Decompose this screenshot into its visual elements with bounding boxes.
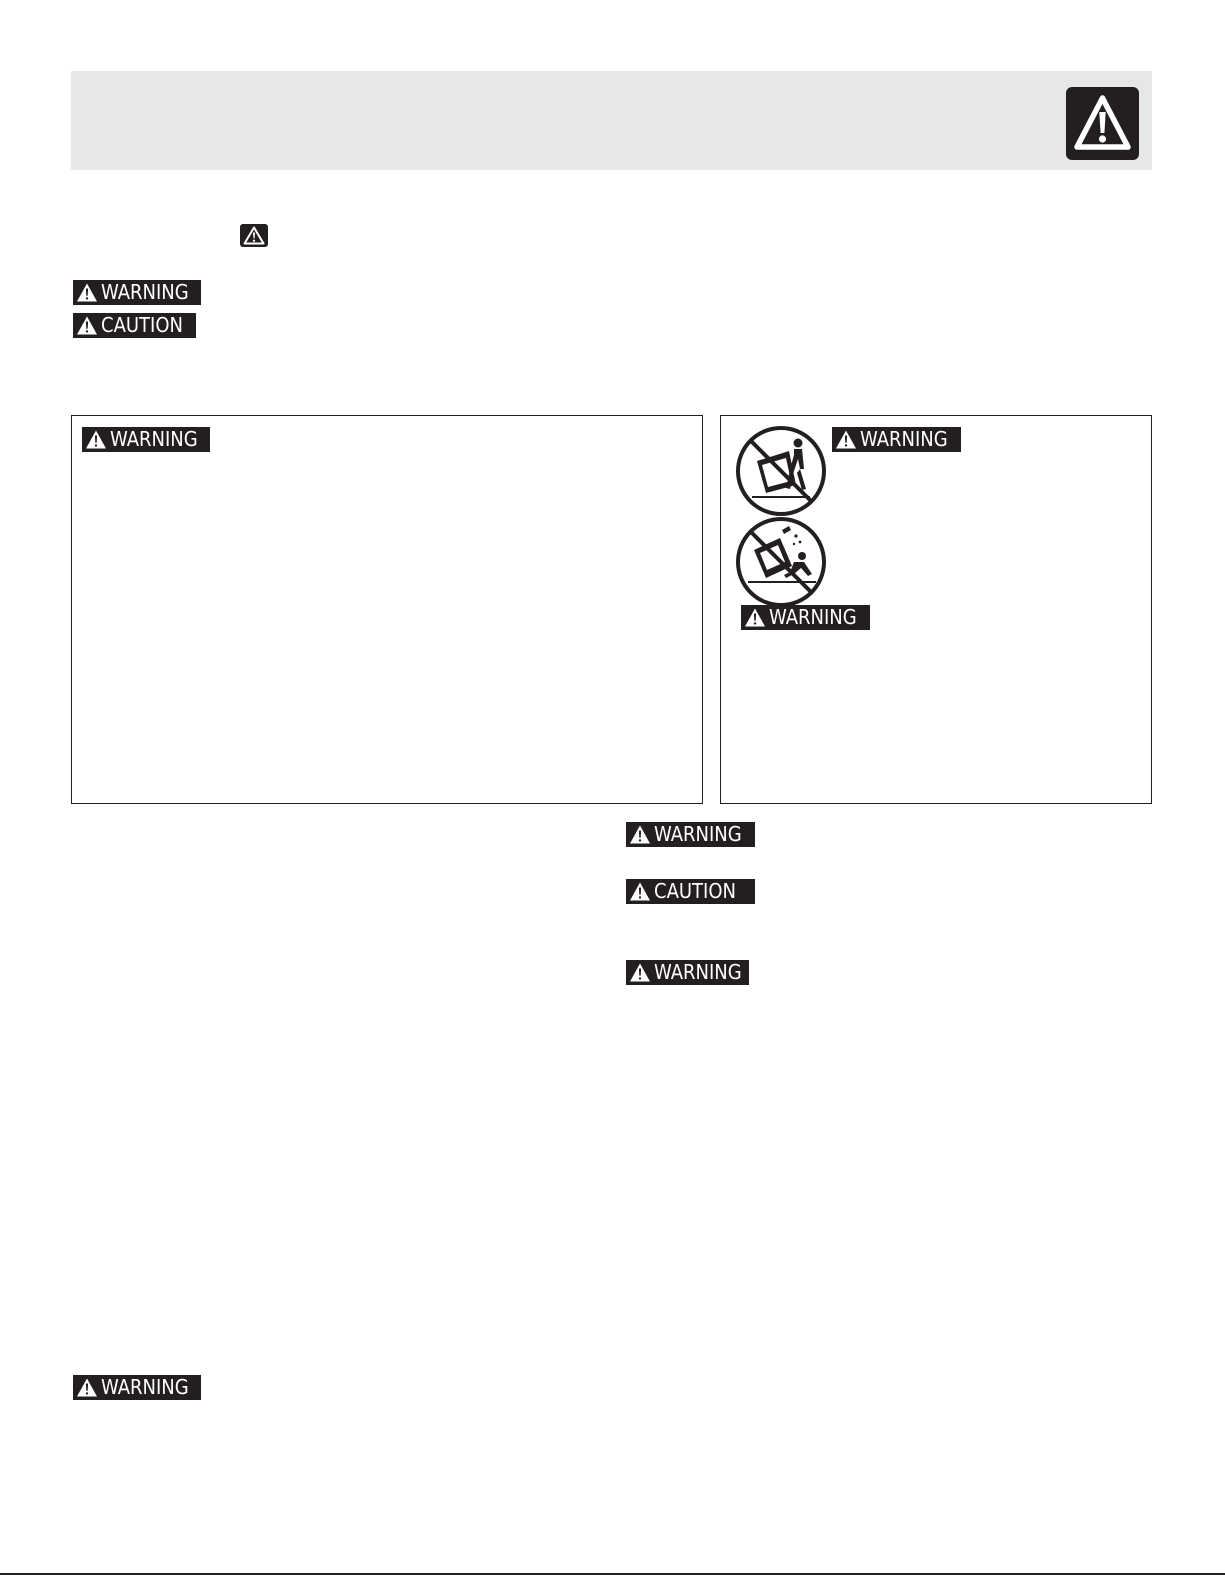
warning-badge bbox=[626, 960, 749, 985]
warning-triangle-icon bbox=[1066, 87, 1139, 160]
warning-panel-left bbox=[71, 415, 703, 804]
warning-label: WARNING bbox=[860, 427, 948, 451]
warning-badge bbox=[741, 605, 870, 630]
warning-label: WARNING bbox=[101, 280, 189, 304]
safety-alert-icon bbox=[240, 224, 268, 247]
footer-rule bbox=[0, 1573, 1225, 1575]
caution-badge bbox=[626, 879, 755, 904]
warning-triangle-icon bbox=[76, 1377, 98, 1398]
caution-badge bbox=[73, 313, 196, 338]
warning-label: WARNING bbox=[654, 960, 742, 984]
warning-label: WARNING bbox=[101, 1375, 189, 1399]
warning-badge bbox=[82, 427, 210, 452]
warning-triangle-icon bbox=[629, 881, 651, 902]
warning-triangle-icon bbox=[76, 315, 98, 336]
warning-triangle-icon bbox=[744, 607, 766, 628]
warning-badge bbox=[73, 1375, 201, 1400]
warning-triangle-icon bbox=[629, 824, 651, 845]
warning-badge bbox=[73, 280, 201, 305]
header-band bbox=[71, 71, 1152, 170]
warning-triangle-icon bbox=[835, 429, 857, 450]
caution-label: CAUTION bbox=[101, 313, 183, 337]
warning-badge bbox=[832, 427, 961, 452]
range-tip-over-icon bbox=[734, 516, 828, 608]
warning-triangle-icon bbox=[76, 282, 98, 303]
warning-label: WARNING bbox=[110, 427, 198, 451]
warning-triangle-icon bbox=[85, 429, 107, 450]
warning-triangle-icon bbox=[629, 962, 651, 983]
warning-label: WARNING bbox=[654, 822, 742, 846]
caution-label: CAUTION bbox=[654, 879, 736, 903]
warning-badge bbox=[626, 822, 755, 847]
no-climbing-on-range-icon bbox=[734, 425, 828, 517]
warning-label: WARNING bbox=[769, 605, 857, 629]
